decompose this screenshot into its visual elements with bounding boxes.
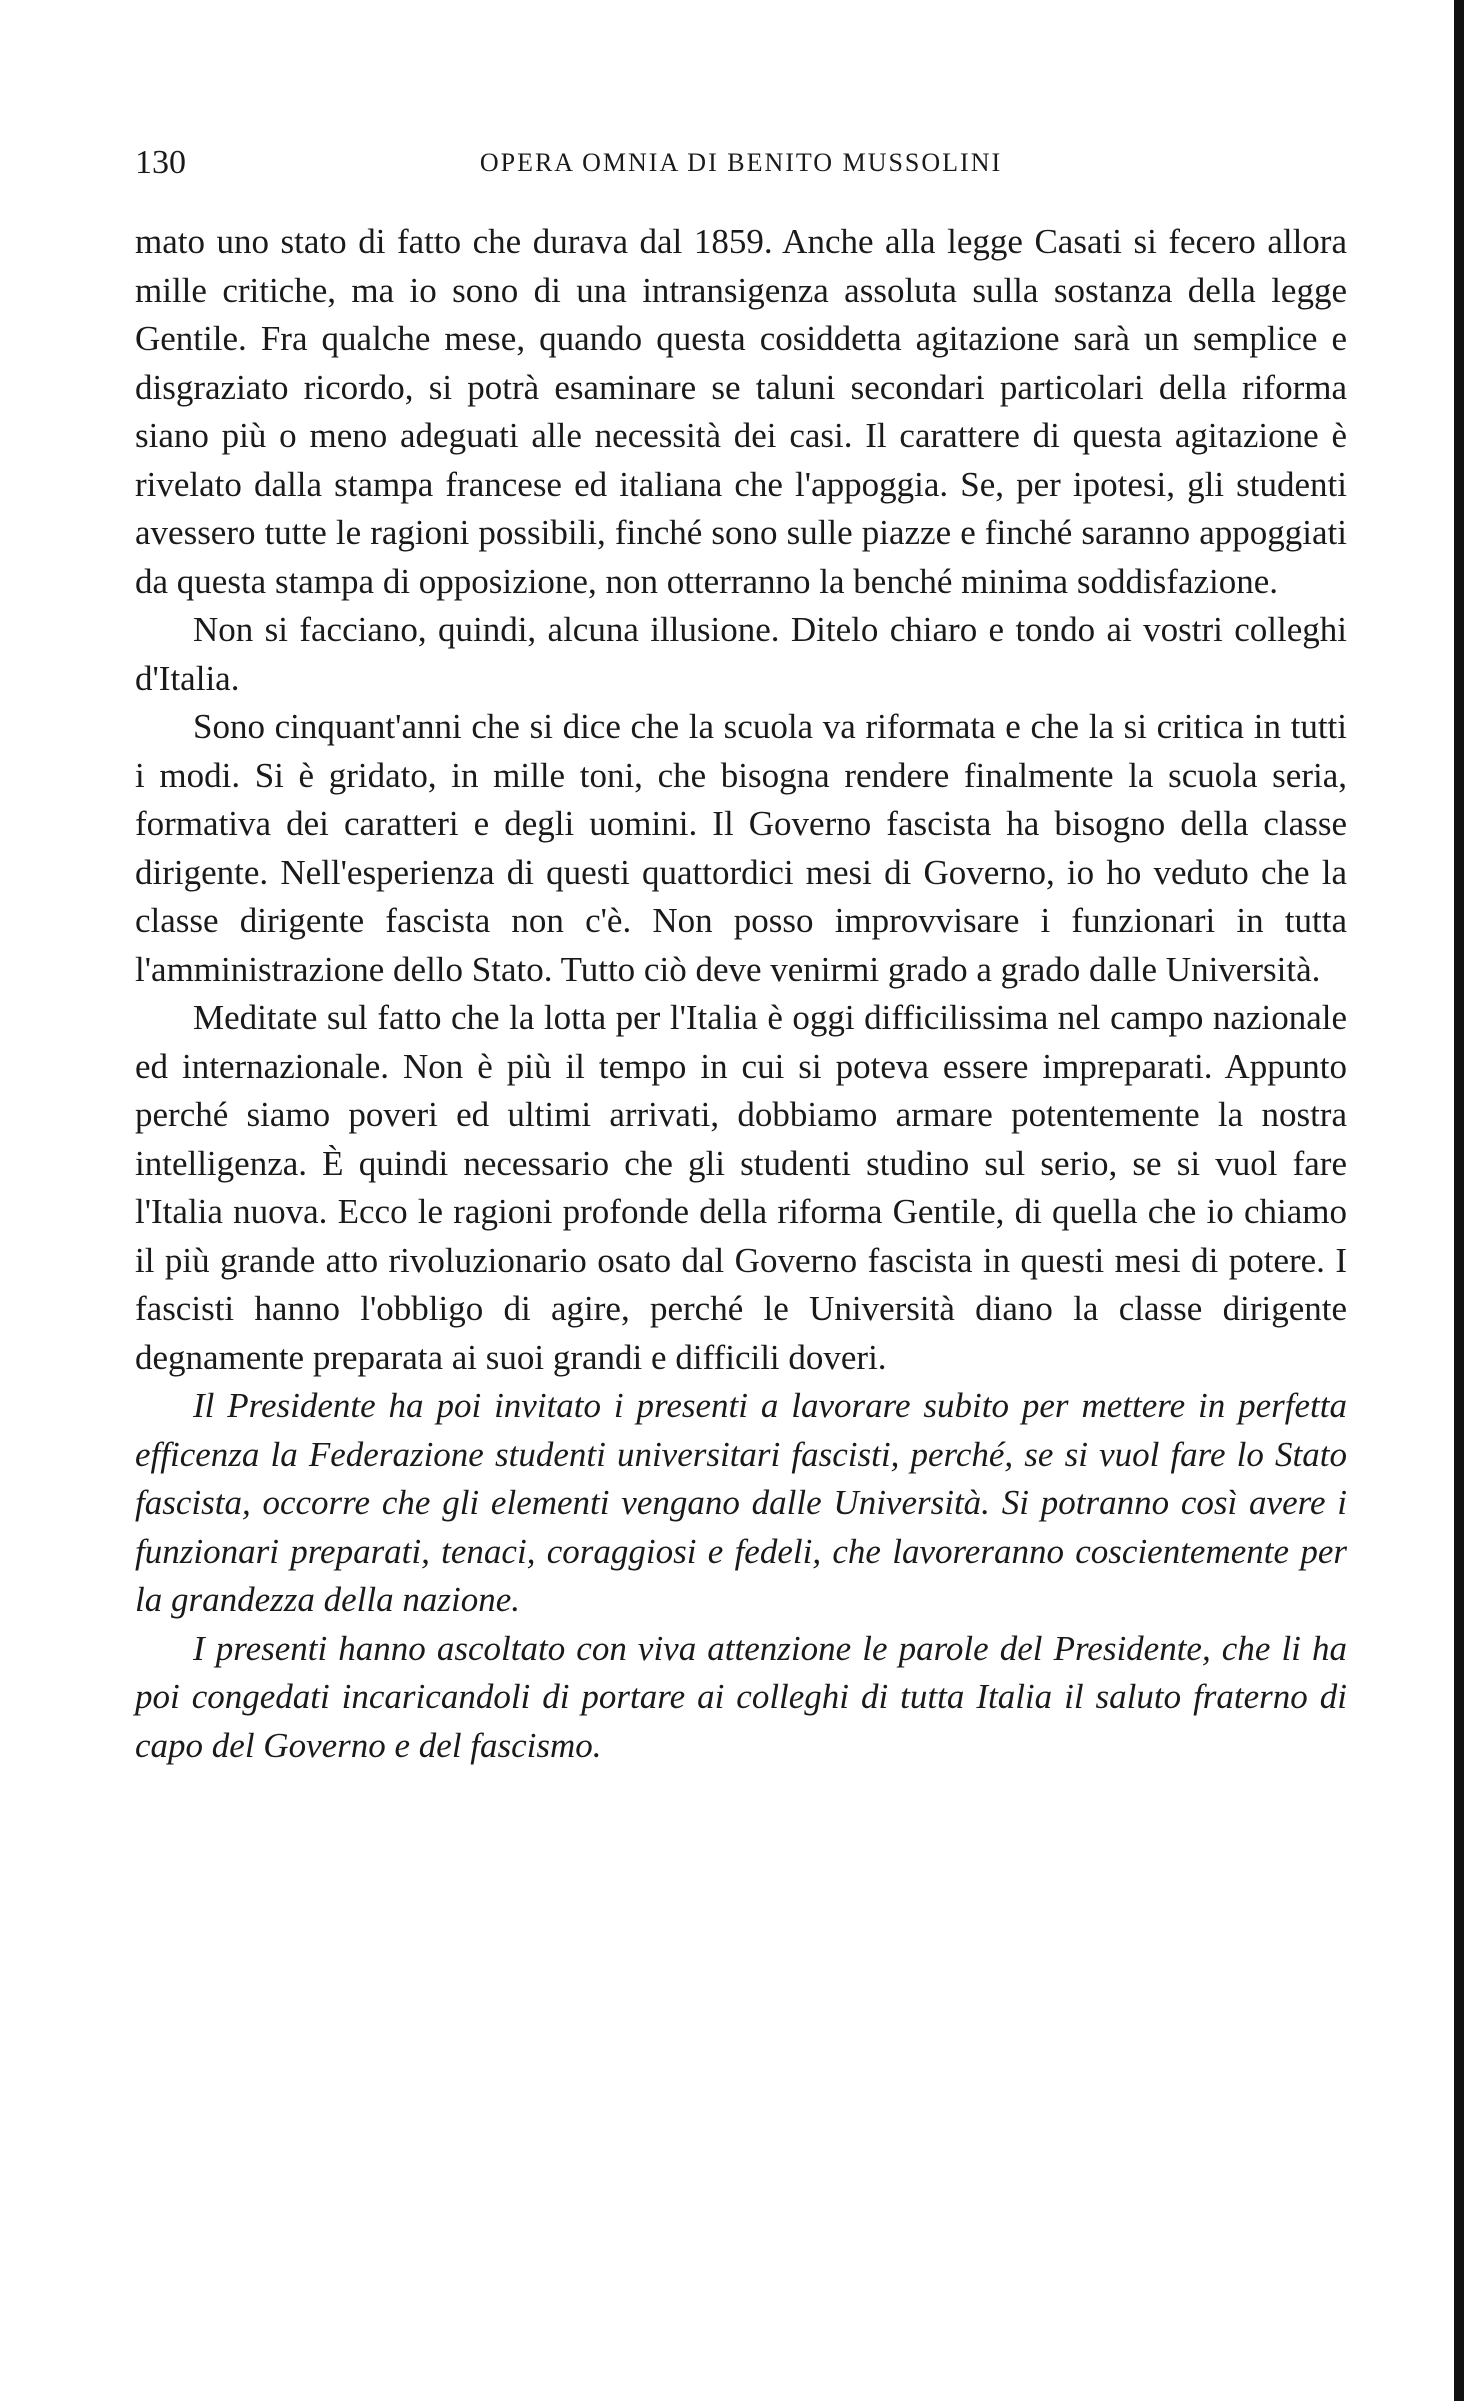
paragraph: Sono cinquant'anni che si dice che la scuola va riformata e che la si critica in tutti i modi. Si è gridato, in mille toni, che bisogna rendere finalmente la scuola seria, formativa dei caratteri e degli uomini. Il Governo fascista ha bisogno della classe dirigente. Nell'esperienza di questi quattordici mesi di Governo, io ho veduto che la classe dirigente fascista non c'è. Non posso improvvisare i funzionari in tutta l'amministrazione dello Stato. Tutto ciò deve venirmi grado a grado dalle Università.	[135, 707, 1347, 989]
paragraph-continuation: mato uno stato di fatto che durava dal 1859. Anche alla legge Casati si fecero allora mille critiche, ma io sono di una intransigenza assoluta sulla sostanza della legge Gentile. Fra qualche mese, quando questa cosiddetta agitazione sarà un semplice e disgraziato ricordo, si potrà esaminare se taluni secondari particolari della riforma siano più o meno adeguati alle necessità dei casi. Il carattere di questa agitazione è rivelato dalla stampa francese ed italiana che l'appoggia. Se, per ipotesi, gli studenti avessero tutte le ragioni possibili, finché sono sulle piazze e finché saranno appoggiati da questa stampa di opposizione, non otterranno la benché minima soddisfazione.	[135, 222, 1347, 601]
paragraph: Meditate sul fatto che la lotta per l'Italia è oggi difficilissima nel campo nazionale ed internazionale. Non è più il tempo in cui si poteva essere impreparati. Appunto perché siamo poveri ed ultimi arrivati, dobbiamo armare potentemente la nostra intelligenza. È quindi necessario che gli studenti studino sul serio, se si vuol fare l'Italia nuova. Ecco le ragioni profonde della riforma Gentile, di quella che io chiamo il più grande atto rivoluzionario osato dal Governo fascista in questi mesi di potere. I fascisti hanno l'obbligo di agire, perché le Università diano la classe dirigente degnamente preparata ai suoi grandi e difficili doveri.	[135, 998, 1347, 1377]
italic-paragraph: Il Presidente ha poi invitato i presenti a lavorare subito per mettere in perfetta efficenza la Federazione studenti universitari fascisti, perché, se si vuol fare lo Stato fascista, occorre che gli elementi vengano dalle Università. Si potranno così avere i funzionari preparati, tenaci, coraggiosi e fedeli, che lavoreranno coscientemente per la grandezza della nazione.	[135, 1386, 1347, 1619]
page-number: 130	[135, 144, 186, 181]
running-head: OPERA OMNIA DI BENITO MUSSOLINI	[479, 148, 1003, 177]
page-header	[135, 140, 1347, 186]
italic-paragraph: I presenti hanno ascoltato con viva attenzione le parole del Presidente, che li ha poi congedati incaricandoli di portare ai colleghi di tutta Italia il saluto fraterno di capo del Governo e del fascismo.	[135, 1628, 1347, 1765]
body-text	[135, 218, 1347, 1770]
page-edge-shadow	[1454, 0, 1464, 2401]
paragraph: Non si facciano, quindi, alcuna illusione. Ditelo chiaro e tondo ai vostri colleghi d'Italia.	[135, 610, 1347, 698]
